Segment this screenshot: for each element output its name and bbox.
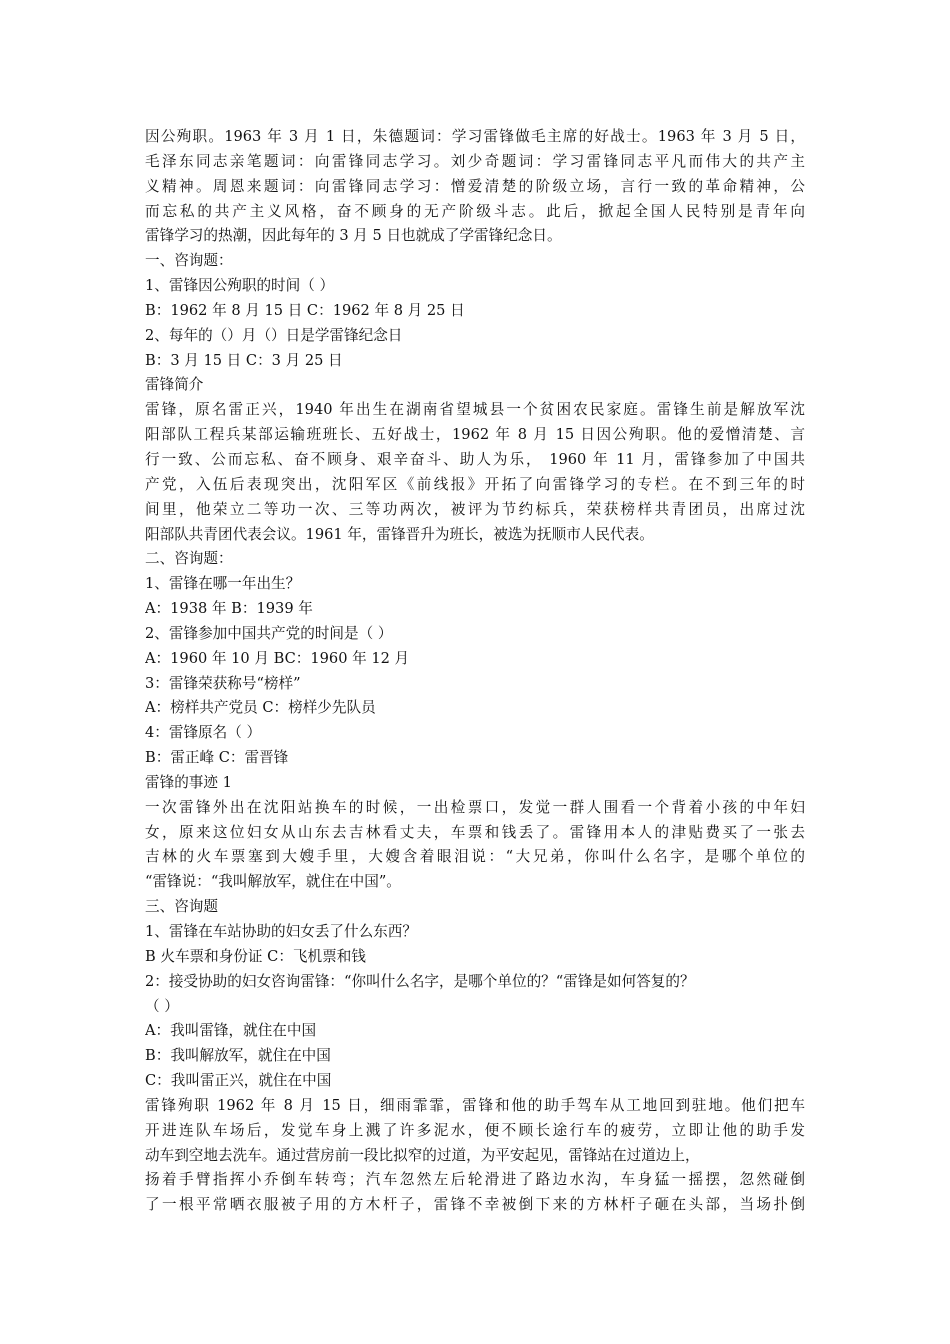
text-line: 产党，入伍后表现突出，沈阳军区《前线报》开拓了向雷锋学习的专栏。在不到三年的时 [145,475,805,493]
text-line: 了一根平常晒衣服被子用的方木杆子，雷锋不幸被倒下来的方林杆子砸在头部，当场扑倒 [145,1196,805,1214]
text-line: A：1938 年 B：1939 年 [145,600,313,618]
text-line: 一、咨询题： [145,252,233,270]
text-line: 雷锋的事迹 1 [145,773,232,791]
text-line: 女，原来这位妇女从山东去吉林看丈夫，车票和钱丢了。雷锋用本人的津贴费买了一张去 [145,823,805,841]
text-line: 二、咨询题： [145,550,233,568]
text-line: B 火车票和身份证 C：飞机票和钱 [145,947,366,965]
text-line: B：1962 年 8 月 15 日 C：1962 年 8 月 25 日 [145,301,465,319]
text-line: 而忘私的共产主义风格，奋不顾身的无产阶级斗志。此后，掀起全国人民特别是青年向 [145,202,805,220]
text-line: A：榜样共产党员 C：榜样少先队员 [145,699,376,717]
text-line: 三、咨询题 [145,898,218,916]
text-line: “雷锋说：“我叫解放军，就住在中国”。 [145,873,401,891]
text-line: 1、雷锋因公殉职的时间（ ） [145,277,335,295]
text-line: 4：雷锋原名（ ） [145,724,262,742]
text-line: 义精神。周恩来题词：向雷锋同志学习：憎爱清楚的阶级立场，言行一致的革命精神，公 [145,177,805,195]
text-line: （ ） [145,997,179,1015]
text-line: 雷锋简介 [145,376,204,394]
text-line: 扬着手臂指挥小乔倒车转弯；汽车忽然左后轮滑进了路边水沟，车身猛一摇摆，忽然碰倒 [145,1171,805,1189]
text-line: 间里，他荣立二等功一次、三等功两次，被评为节约标兵，荣获榜样共青团员，出席过沈 [145,500,805,518]
text-line: A：1960 年 10 月 BC：1960 年 12 月 [145,649,410,667]
text-line: B：雷正峰 C：雷晋锋 [145,749,289,767]
text-line: 2：接受协助的妇女咨询雷锋：“你叫什么名字，是哪个单位的？“雷锋是如何答复的？ [145,972,695,990]
text-line: 2、雷锋参加中国共产党的时间是（ ） [145,624,393,642]
text-line: 毛泽东同志亲笔题词：向雷锋同志学习。刘少奇题词：学习雷锋同志平凡而伟大的共产主 [145,152,805,170]
text-line: 1、雷锋在哪一年出生？ [145,575,301,593]
text-line: 阳部队共青团代表会议。1961 年，雷锋晋升为班长，被选为抚顺市人民代表。 [145,525,654,543]
text-line: 阳部队工程兵某部运输班班长、五好战士，1962 年 8 月 15 日因公殉职。他的爱憎清楚、言 [145,426,805,444]
text-line: 吉林的火车票塞到大嫂手里，大嫂含着眼泪说：“大兄弟，你叫什么名字，是哪个单位的 [145,848,805,866]
text-line: B：我叫解放军，就住在中国 [145,1047,331,1065]
text-line: B：3 月 15 日 C：3 月 25 日 [145,351,343,369]
text-line: 一次雷锋外出在沈阳站换车的时候，一出检票口，发觉一群人围看一个背着小孩的中年妇 [145,798,805,816]
text-line: 开进连队车场后，发觉车身上溅了许多泥水，便不顾长途行车的疲劳，立即让他的助手发 [145,1121,805,1139]
text-line: C：我叫雷正兴，就住在中国 [145,1072,332,1090]
text-line: 雷锋学习的热潮，因此每年的 3 月 5 日也就成了学雷锋纪念日。 [145,227,562,245]
text-line: 雷锋，原名雷正兴，1940 年出生在湖南省望城县一个贫困农民家庭。雷锋生前是解放军沈 [145,401,805,419]
text-line: 2、每年的（）月（）日是学雷锋纪念日 [145,326,403,344]
text-line: 雷锋殉职 1962 年 8 月 15 日，细雨霏霏，雷锋和他的助手驾车从工地回到驻地。他们把车 [145,1096,805,1114]
text-line: 行一致、公而忘私、奋不顾身、艰辛奋斗、助人为乐， 1960 年 11 月，雷锋参加了中国共 [145,450,805,468]
text-line: 1、雷锋在车站协助的妇女丢了什么东西？ [145,923,417,940]
document-page [145,125,805,1218]
text-line: 动车到空地去洗车。通过营房前一段比拟窄的过道，为平安起见，雷锋站在过道边上， [145,1146,700,1164]
text-line: 3：雷锋荣获称号“榜样” [145,674,301,692]
text-line: A：我叫雷锋，就住在中国 [145,1022,317,1040]
text-line: 因公殉职。1963 年 3 月 1 日，朱德题词：学习雷锋做毛主席的好战士。1963 年 3 月 5 日， [145,128,805,145]
